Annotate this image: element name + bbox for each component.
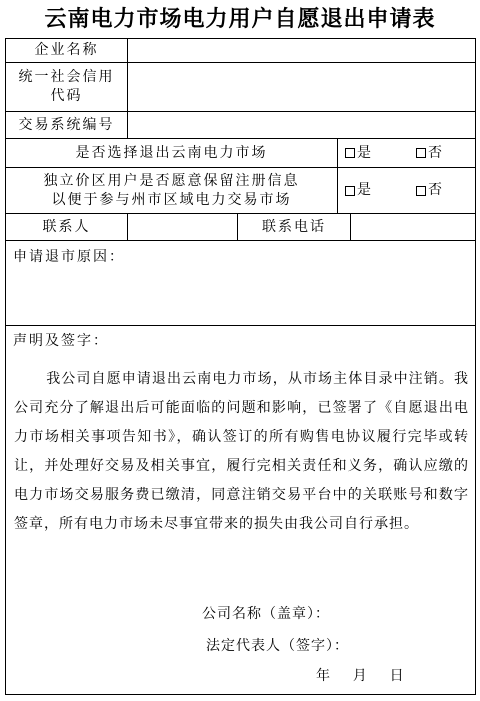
credit-code-field[interactable]	[128, 63, 475, 111]
retain-no-option[interactable]: 否	[416, 168, 475, 213]
retain-question-line2: 以便于参与州市区域电力交易市场	[51, 191, 292, 208]
exit-question-label: 是否选择退出云南电力市场	[75, 144, 268, 161]
credit-code-label-line2: 代码	[50, 88, 83, 104]
checkbox[interactable]	[416, 148, 426, 158]
exit-no-option[interactable]: 否	[416, 139, 475, 167]
row-divider	[6, 325, 475, 326]
company-name-label: 企业名称	[34, 42, 99, 58]
contact-field[interactable]	[128, 214, 237, 240]
application-form	[5, 38, 476, 695]
date-label: 年 月 日	[316, 668, 405, 684]
system-number-label: 交易系统编号	[18, 116, 115, 133]
row-divider	[6, 240, 475, 241]
company-seal-label: 公司名称（盖章）：	[202, 606, 330, 622]
checkbox[interactable]	[416, 186, 426, 196]
company-name-field[interactable]	[128, 39, 475, 62]
retain-yes-option[interactable]: 是	[345, 168, 415, 213]
checkbox[interactable]	[345, 186, 355, 196]
declaration-text: 我公司自愿申请退出云南电力市场，从市场主体目录中注销。我公司充分了解退出后可能面临的问题和影响，已签署了《自愿退出电力市场相关事项告知书》，确认签订的所有购售电协议履行完毕或转让，并处理好交易及相关事宜，履行完相关责任和义务，确认应缴的电力市场交易服务费已缴清，同意注销交易平台中的关联账号和数字签章，所有电力市场未尽事宜带来的损失由我公司自行承担。	[14, 371, 469, 532]
exit-yes-option[interactable]: 是	[345, 139, 415, 167]
credit-code-label-line1: 统一社会信用	[18, 69, 115, 85]
retain-question-label	[6, 168, 337, 213]
system-number-field[interactable]	[128, 112, 475, 138]
credit-code-label	[6, 63, 127, 111]
reason-label: 申请退市原因：	[13, 248, 125, 265]
retain-question-line1: 独立价区用户是否愿意保留注册信息	[43, 172, 300, 189]
column-divider	[337, 138, 338, 213]
legal-rep-signature-label: 法定代表人（签字）：	[206, 638, 349, 654]
phone-label: 联系电话	[262, 218, 326, 235]
form-title: 云南电力市场电力用户自愿退出申请表	[44, 6, 436, 32]
checkbox[interactable]	[345, 148, 355, 158]
reason-field[interactable]	[6, 269, 475, 325]
contact-label: 联系人	[42, 218, 91, 235]
phone-field[interactable]	[351, 214, 475, 240]
declaration-label: 声明及签字：	[13, 332, 109, 349]
